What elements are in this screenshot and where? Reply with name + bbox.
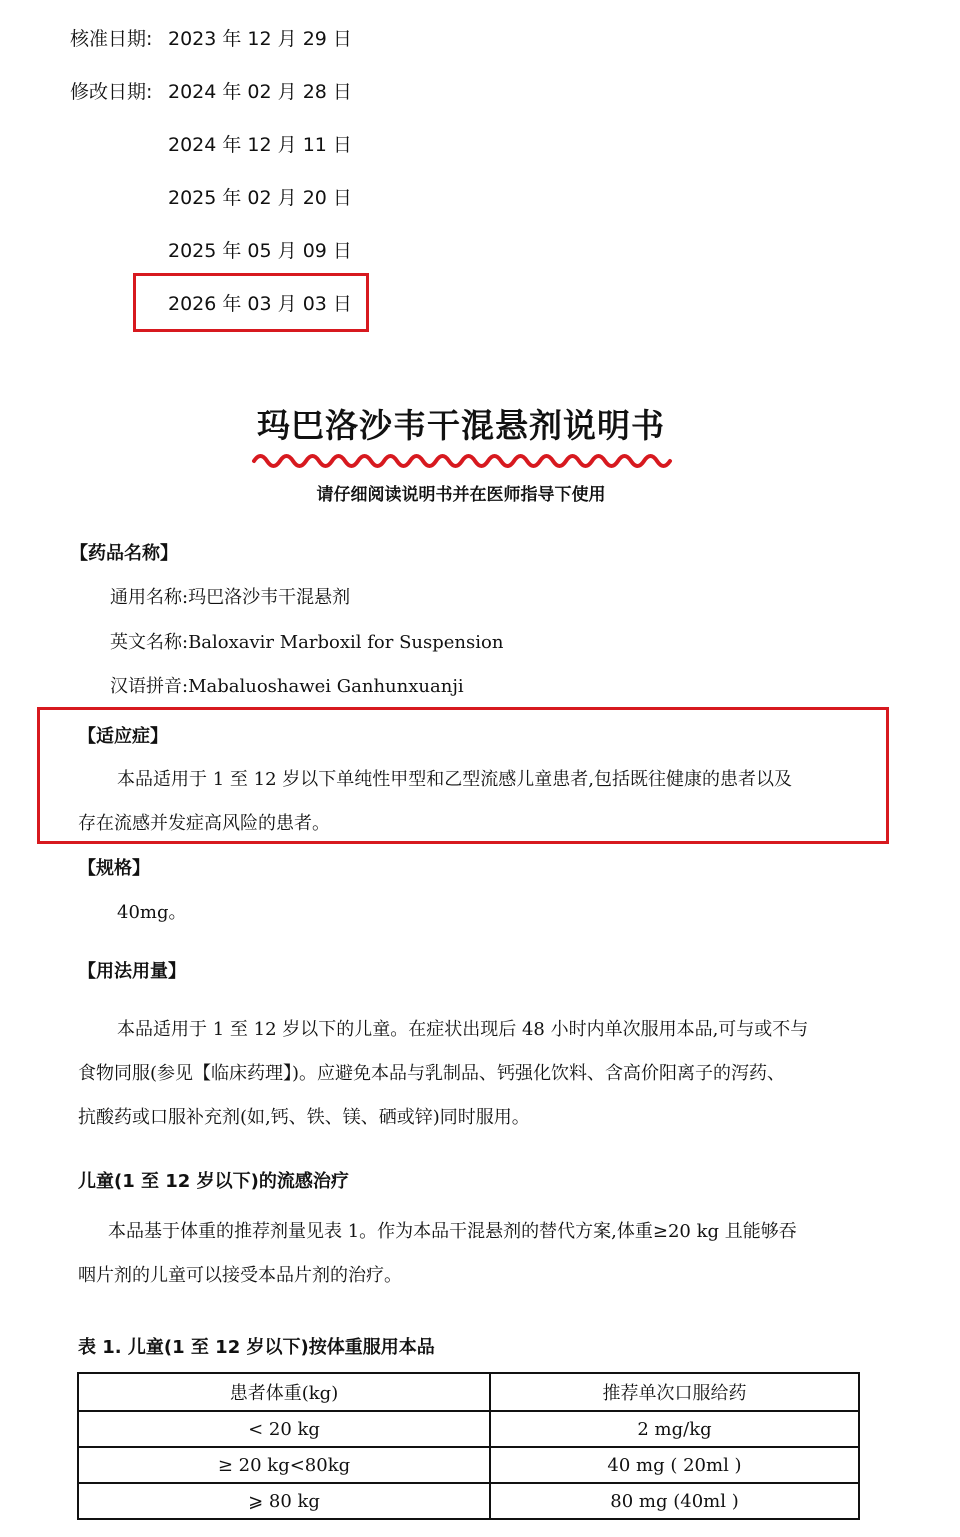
indications-text-line: 存在流感并发症高风险的患者。 [78,813,330,834]
approval-date-label: 核准日期: [70,28,153,50]
approval-date-row [70,24,352,51]
children-text-line: 本品基于体重的推荐剂量见表 1。作为本品干混悬剂的替代方案,体重≥20 kg 且能够吞 [108,1221,797,1242]
table-row [78,1411,859,1447]
children-treatment-heading: 儿童(1 至 12 岁以下)的流感治疗 [78,1171,349,1192]
title-underline-wave [251,452,677,470]
latest-date-highlight-box [133,273,369,332]
document-subtitle: 请仔细阅读说明书并在医师指导下使用 [316,485,606,505]
drug-name-heading: 【药品名称】 [70,543,178,564]
indications-text-line: 本品适用于 1 至 12 岁以下单纯性甲型和乙型流感儿童患者,包括既往健康的患者以及 [117,769,792,790]
revision-date: 2025 年 02 月 20 日 [168,187,352,209]
approval-date: 2023 年 12 月 29 日 [168,28,352,50]
dosage-text-line: 抗酸药或口服补充剂(如,钙、铁、镁、硒或锌)同时服用。 [78,1107,530,1128]
table-cell: 40 mg ( 20ml ) [490,1447,859,1483]
english-name: 英文名称:Baloxavir Marboxil for Suspension [110,632,504,653]
table-cell: 2 mg/kg [490,1411,859,1447]
revision-date-latest: 2026 年 03 月 03 日 [168,293,352,315]
table-cell: < 20 kg [78,1411,490,1447]
table-cell: ≥ 20 kg<80kg [78,1447,490,1483]
dose-table [77,1372,860,1520]
dosage-text-line: 本品适用于 1 至 12 岁以下的儿童。在症状出现后 48 小时内单次服用本品,可与或不与 [117,1019,809,1040]
table-header-cell: 推荐单次口服给药 [490,1373,859,1411]
revision-date-label: 修改日期: [70,81,153,103]
children-text-line: 咽片剂的儿童可以接受本品片剂的治疗。 [78,1265,402,1286]
revision-date: 2025 年 05 月 09 日 [168,240,352,262]
table-header-cell: 患者体重(kg) [78,1373,490,1411]
pinyin-name: 汉语拼音:Mabaluoshawei Ganhunxuanji [110,676,464,697]
dosage-text-line: 食物同服(参见【临床药理】)。应避免本品与乳制品、钙强化饮料、含高价阳离子的泻药、 [78,1063,786,1084]
table-caption: 表 1. 儿童(1 至 12 岁以下)按体重服用本品 [78,1337,435,1358]
revision-date: 2024 年 02 月 28 日 [168,81,352,103]
specification-heading: 【规格】 [78,858,150,879]
revision-date-row [70,77,352,104]
specification-value: 40mg。 [117,902,187,923]
table-row [78,1447,859,1483]
indications-highlight-box [37,707,889,844]
table-header-row [78,1373,859,1411]
dosage-heading: 【用法用量】 [78,961,186,982]
table-cell: ⩾ 80 kg [78,1483,490,1519]
table-cell: 80 mg (40ml ) [490,1483,859,1519]
revision-date: 2024 年 12 月 11 日 [168,134,352,156]
document-title: 玛巴洛沙韦干混悬剂说明书 [257,406,665,445]
table-row [78,1483,859,1519]
indications-heading: 【适应症】 [78,726,168,747]
generic-name: 通用名称:玛巴洛沙韦干混悬剂 [110,587,351,608]
